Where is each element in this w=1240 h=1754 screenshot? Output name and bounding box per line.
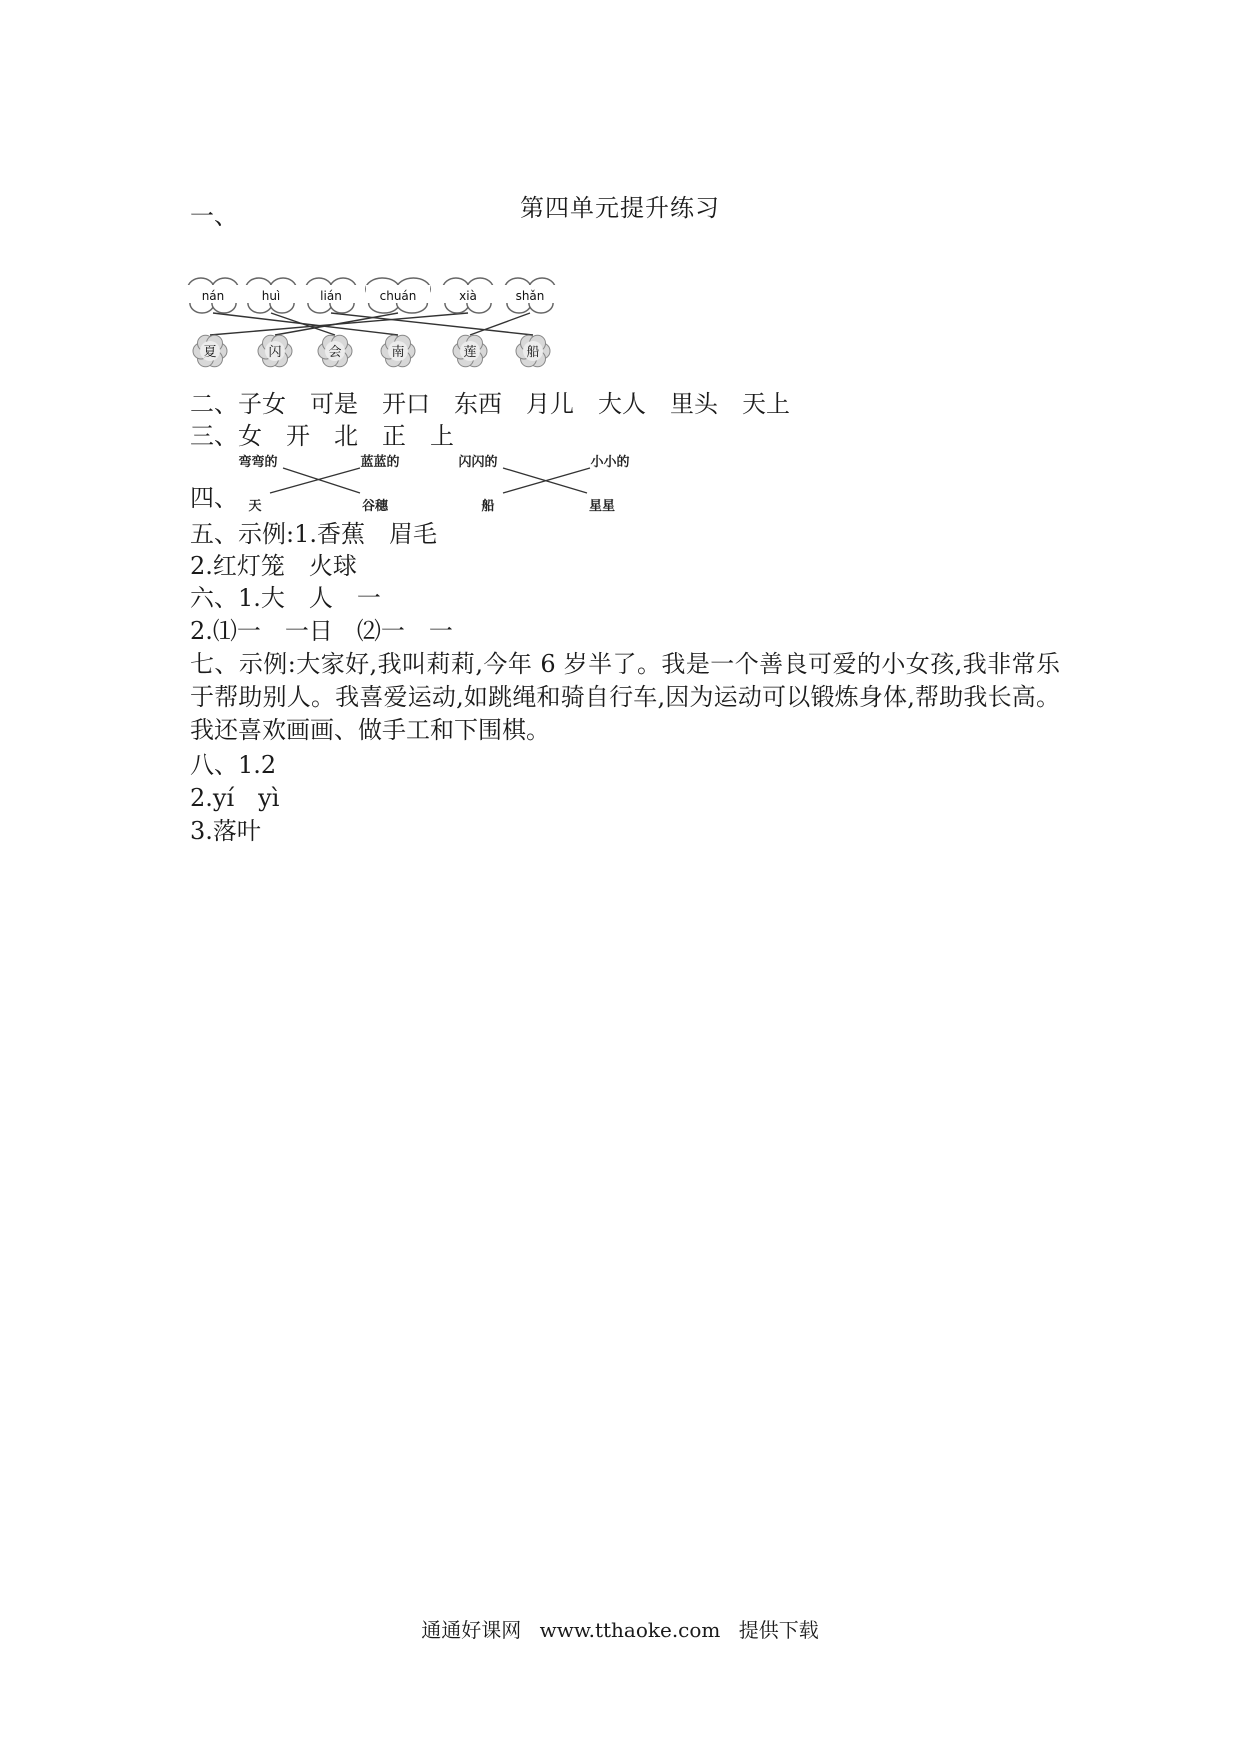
flower-card (516, 335, 550, 367)
flower-char: 闪 (268, 345, 282, 360)
pinyin-text: nán (201, 289, 225, 303)
top-word: 弯弯的 (238, 455, 278, 470)
pinyin-text: shǎn (515, 289, 545, 303)
flower-card (193, 335, 227, 367)
butterfly-card (504, 278, 556, 313)
butterfly-card (187, 278, 239, 313)
section-8-line-2: 2.yí yì (190, 784, 280, 812)
section-4-label: 四、 (190, 484, 238, 512)
section-4-matching (240, 448, 650, 514)
butterfly-card (442, 278, 494, 313)
section-2-answer: 二、子女 可是 开口 东西 月儿 大人 里头 天上 (190, 390, 790, 418)
section-8-line-1: 八、1.2 (190, 751, 277, 779)
section-6-line-2: 2.⑴一 一日 ⑵一 一 (190, 617, 453, 645)
footer-url[interactable]: www.tthaoke.com (539, 1618, 721, 1642)
flower-char: 船 (526, 345, 540, 360)
flower-char: 会 (328, 345, 342, 360)
footer-note: 提供下载 (738, 1618, 819, 1642)
footer (0, 1614, 1240, 1643)
section-8-line-3: 3.落叶 (190, 817, 261, 845)
top-word: 蓝蓝的 (360, 455, 400, 470)
flower-card (453, 335, 487, 367)
footer-site: 通通好课网 (421, 1618, 522, 1642)
butterfly-card (366, 278, 430, 313)
flower-card (318, 335, 352, 367)
section-1-matching (185, 268, 565, 378)
section-1-label: 一、 (190, 202, 238, 230)
flower-card (381, 335, 415, 367)
pinyin-text: xià (459, 289, 477, 303)
flower-char: 夏 (203, 345, 217, 360)
pinyin-text: huì (261, 289, 281, 303)
top-word: 闪闪的 (458, 455, 498, 470)
flower-char: 莲 (463, 345, 477, 360)
section-5-line-2: 2.红灯笼 火球 (190, 552, 357, 580)
flower-card (258, 335, 292, 367)
bottom-word: 天 (248, 499, 262, 514)
section-7-answer: 七、示例:大家好,我叫莉莉,今年 6 岁半了。我是一个善良可爱的小女孩,我非常乐于帮助别人。我喜爱运动,如跳绳和骑自行车,因为运动可以锻炼身体,帮助我长高。我还喜欢画画、做手工和下围棋。 (190, 650, 1060, 744)
pinyin-text: chuán (379, 289, 417, 303)
match-line (271, 313, 335, 335)
bottom-word: 星星 (588, 499, 616, 514)
flower-char: 南 (391, 345, 405, 360)
section-3-answer: 三、女 开 北 正 上 (190, 422, 454, 450)
page-title: 第四单元提升练习 (520, 194, 720, 222)
bottom-word: 船 (481, 499, 495, 514)
butterfly-card (245, 278, 297, 313)
butterfly-card (305, 278, 357, 313)
section-6-line-1: 六、1.大 人 一 (190, 584, 381, 612)
section-5-line-1: 五、示例:1.香蕉 眉毛 (190, 520, 437, 548)
bottom-word: 谷穗 (361, 499, 389, 514)
pinyin-text: lián (320, 289, 342, 303)
top-word: 小小的 (590, 455, 630, 470)
